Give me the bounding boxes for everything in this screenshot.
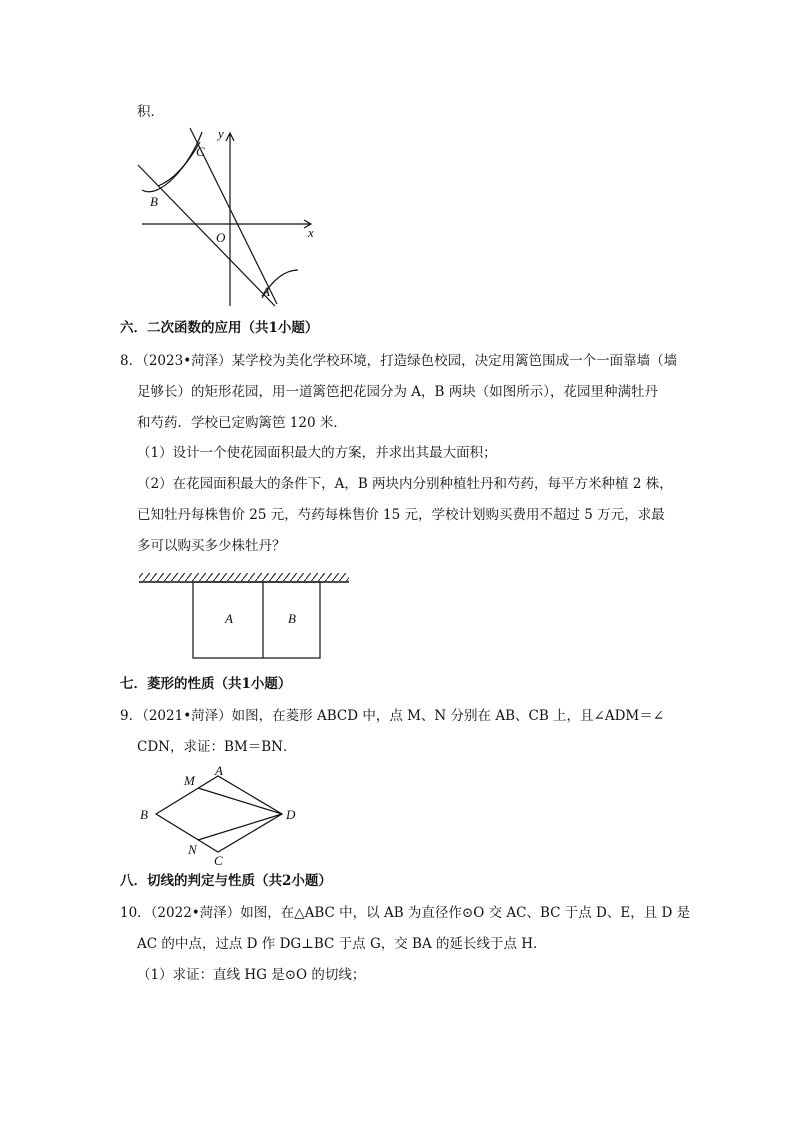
- arc-b-c-outer: [142, 132, 202, 192]
- coordinate-figure: [130, 120, 330, 312]
- label-y: y: [218, 126, 224, 141]
- question-8-line-2: 足够长）的矩形花园，用一道篱笆把花园分为 A，B 两块（如图所示），花园里种满牡丹: [137, 384, 659, 400]
- question-8-part-1: （1）设计一个使花园面积最大的方案，并求出其最大面积；: [137, 445, 497, 461]
- garden-rectangle: [193, 582, 320, 658]
- question-8-part-2-line-1: （2）在花园面积最大的条件下，A，B 两块内分别种植牡丹和芍药，每平方米种植 2 株，: [137, 476, 673, 492]
- label-b: B: [150, 194, 158, 209]
- label-n: N: [188, 842, 197, 857]
- question-8-line-1: 8．（2023•菏泽）某学校为美化学校环境，打造绿色校园，决定用篱笆围成一个一面靠墙（墙: [120, 353, 678, 369]
- question-10-line-2: AC 的中点，过点 D 作 DG⊥BC 于点 G，交 BA 的延长线于点 H．: [137, 936, 547, 952]
- arc-b-c-inner: [158, 142, 200, 186]
- question-8-line-3: 和芍药．学校已定购篱笆 120 米．: [137, 415, 347, 431]
- label-x: x: [308, 225, 314, 240]
- question-8-part-2-line-2: 已知牡丹每株售价 25 元，芍药每株售价 15 元，学校计划购买费用不超过 5 万元，求最: [137, 507, 665, 523]
- garden-figure: [138, 570, 352, 662]
- section-heading: 六．二次函数的应用（共1小题）: [120, 320, 319, 336]
- rhombus-abcd: [156, 776, 282, 852]
- label-a: A: [215, 763, 223, 778]
- rhombus-figure: [136, 762, 306, 866]
- question-8-part-2-line-3: 多可以购买多少株牡丹？: [137, 538, 286, 554]
- question-10-part-1: （1）求证：直线 HG 是⊙O 的切线；: [137, 967, 366, 983]
- section-heading: 七．菱形的性质（共1小题）: [120, 676, 292, 692]
- label-c: C: [196, 144, 205, 159]
- label-b: B: [140, 807, 148, 822]
- question-9-line-1: 9．（2021•菏泽）如图，在菱形 ABCD 中，点 M、N 分别在 AB、CB 上，且∠ADM＝∠: [120, 708, 665, 724]
- section-heading: 八．切线的判定与性质（共2小题）: [120, 873, 332, 889]
- label-m: M: [184, 773, 195, 788]
- question-10-line-1: 10．（2022•菏泽）如图，在△ABC 中，以 AB 为直径作⊙O 交 AC、BC 于点 D、E，且 D 是: [120, 905, 691, 921]
- label-a: A: [262, 284, 270, 299]
- segment-dn: [198, 814, 282, 840]
- previous-question-tail: 积．: [137, 104, 164, 120]
- label-o: O: [216, 230, 226, 245]
- question-9-line-2: CDN，求证：BM＝BN．: [137, 739, 297, 755]
- label-d: D: [286, 807, 296, 822]
- label-region-a: A: [225, 611, 233, 626]
- label-c: C: [214, 853, 223, 866]
- label-region-b: B: [288, 611, 296, 626]
- wall-hatching: [139, 573, 349, 581]
- segment-dm: [198, 788, 282, 814]
